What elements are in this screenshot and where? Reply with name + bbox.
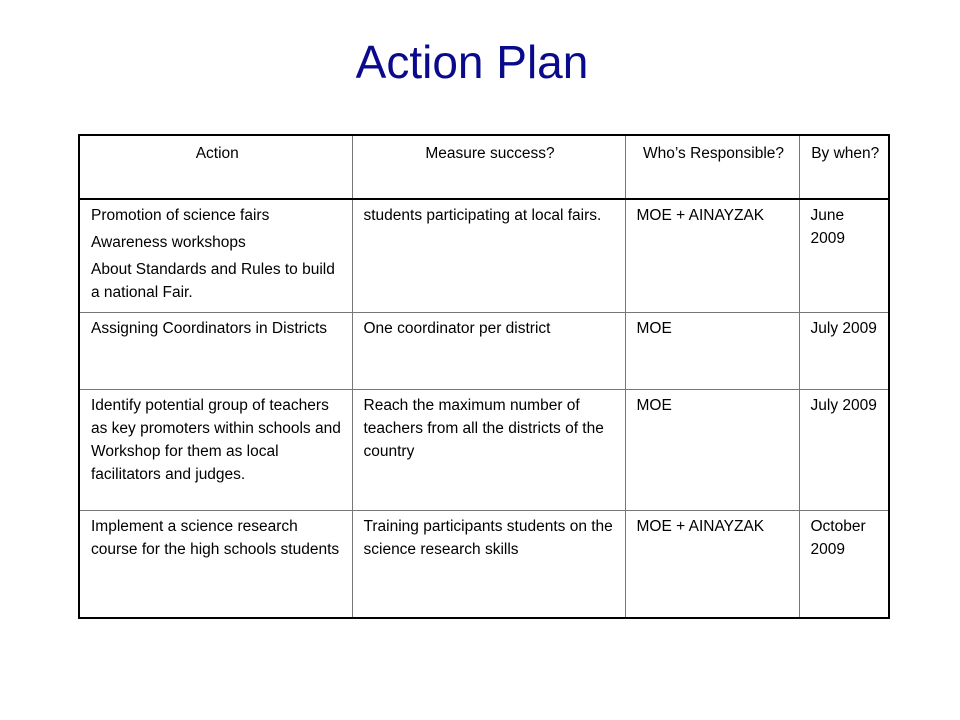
- action-line: Identify potential group of teachers as key promoters within schools and Workshop for them as local facilitators and judges.: [91, 397, 341, 483]
- cell-measure: One coordinator per district: [352, 313, 625, 390]
- header-responsible: Who’s Responsible?: [625, 135, 799, 199]
- cell-responsible: MOE: [625, 313, 799, 390]
- cell-responsible: MOE: [625, 390, 799, 511]
- header-measure-success: Measure success?: [352, 135, 625, 199]
- cell-by-when: June 2009: [799, 199, 889, 313]
- action-line: Promotion of science fairs: [91, 207, 270, 224]
- action-line: Implement a science research course for the high schools students: [91, 518, 340, 558]
- cell-action: [79, 199, 352, 313]
- cell-measure: Training participants students on the science research skills: [352, 511, 625, 619]
- cell-responsible: MOE + AINAYZAK: [625, 199, 799, 313]
- cell-by-when: July 2009: [799, 313, 889, 390]
- table-row: [79, 313, 889, 390]
- header-by-when: By when?: [799, 135, 889, 199]
- cell-responsible: MOE + AINAYZAK: [625, 511, 799, 619]
- cell-measure: students participating at local fairs.: [352, 199, 625, 313]
- table-row: [79, 511, 889, 619]
- cell-action: [79, 390, 352, 511]
- cell-by-when: July 2009: [799, 390, 889, 511]
- table-row: [79, 390, 889, 511]
- action-line: Assigning Coordinators in Districts: [91, 320, 328, 337]
- action-line: Awareness workshops: [91, 234, 246, 251]
- action-line: About Standards and Rules to build a national Fair.: [91, 261, 335, 301]
- slide-title: Action Plan: [355, 36, 589, 88]
- cell-by-when: October 2009: [799, 511, 889, 619]
- cell-action: [79, 511, 352, 619]
- cell-measure: Reach the maximum number of teachers from all the districts of the country: [352, 390, 625, 511]
- header-action: Action: [79, 135, 352, 199]
- cell-action: [79, 313, 352, 390]
- table-row: [79, 199, 889, 313]
- action-plan-table: [78, 134, 890, 619]
- table-header-row: [79, 135, 889, 199]
